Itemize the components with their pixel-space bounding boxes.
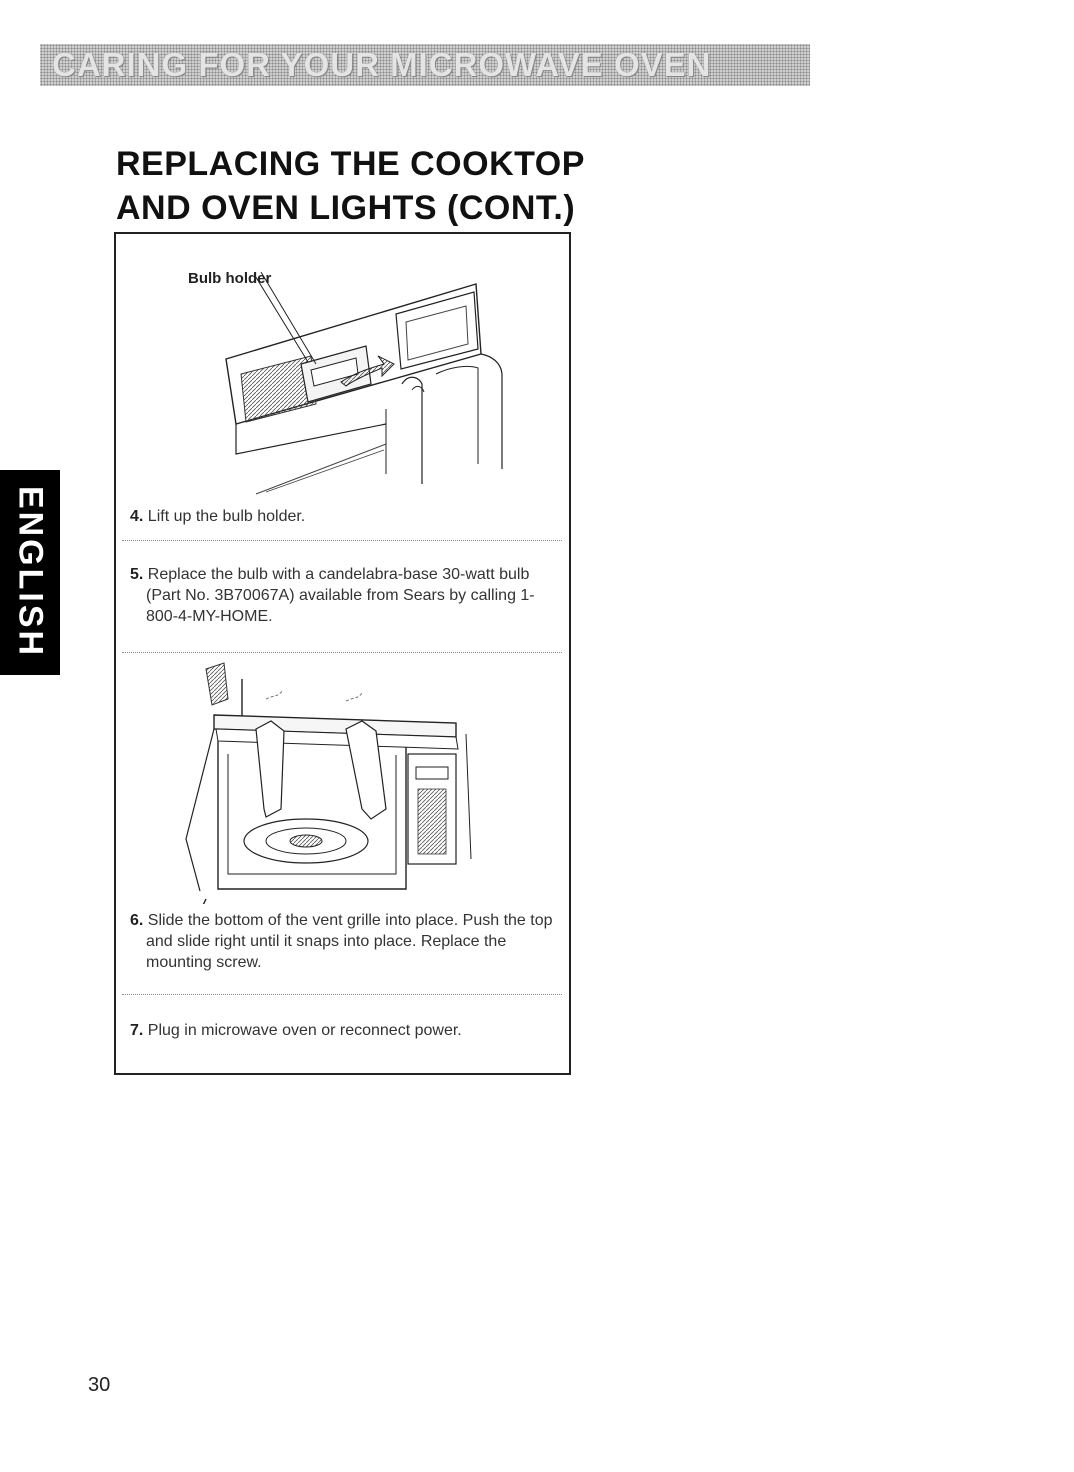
page-title-line-1: REPLACING THE COOKTOP (116, 145, 585, 183)
step-4 (130, 506, 566, 527)
section-banner (40, 44, 810, 86)
divider (122, 652, 562, 653)
section-banner-text: CARING FOR YOUR MICROWAVE OVEN (52, 46, 712, 83)
step-7 (130, 1020, 566, 1041)
bulb-holder-callout: Bulb holder (188, 270, 272, 287)
step-6 (130, 910, 566, 973)
step-6-text: Slide the bottom of the vent grille into place. Push the top and slide right until it snaps into place. Replace the mounting screw. (146, 912, 553, 971)
divider (122, 994, 562, 995)
page-title (116, 142, 585, 230)
step-5-number: 5. (130, 566, 144, 583)
divider (122, 540, 562, 541)
vent-grille-illustration (166, 659, 486, 904)
step-5 (130, 564, 566, 627)
page-title-line-2: AND OVEN LIGHTS (CONT.) (116, 189, 576, 227)
language-tab-label: ENGLISH (11, 485, 50, 659)
step-6-number: 6. (130, 912, 144, 929)
instruction-box (114, 232, 571, 1075)
step-4-number: 4. (130, 508, 144, 525)
language-tab (0, 470, 60, 675)
bulb-holder-illustration (216, 264, 516, 514)
step-7-text: Plug in microwave oven or reconnect power. (147, 1022, 462, 1039)
step-4-text: Lift up the bulb holder. (147, 508, 306, 525)
page-number: 30 (88, 1374, 111, 1396)
step-5-text: Replace the bulb with a candelabra-base 30-watt bulb (Part No. 3B70067A) available from Sears by calling 1-800-4-MY-HOME. (146, 566, 535, 625)
step-7-number: 7. (130, 1022, 144, 1039)
